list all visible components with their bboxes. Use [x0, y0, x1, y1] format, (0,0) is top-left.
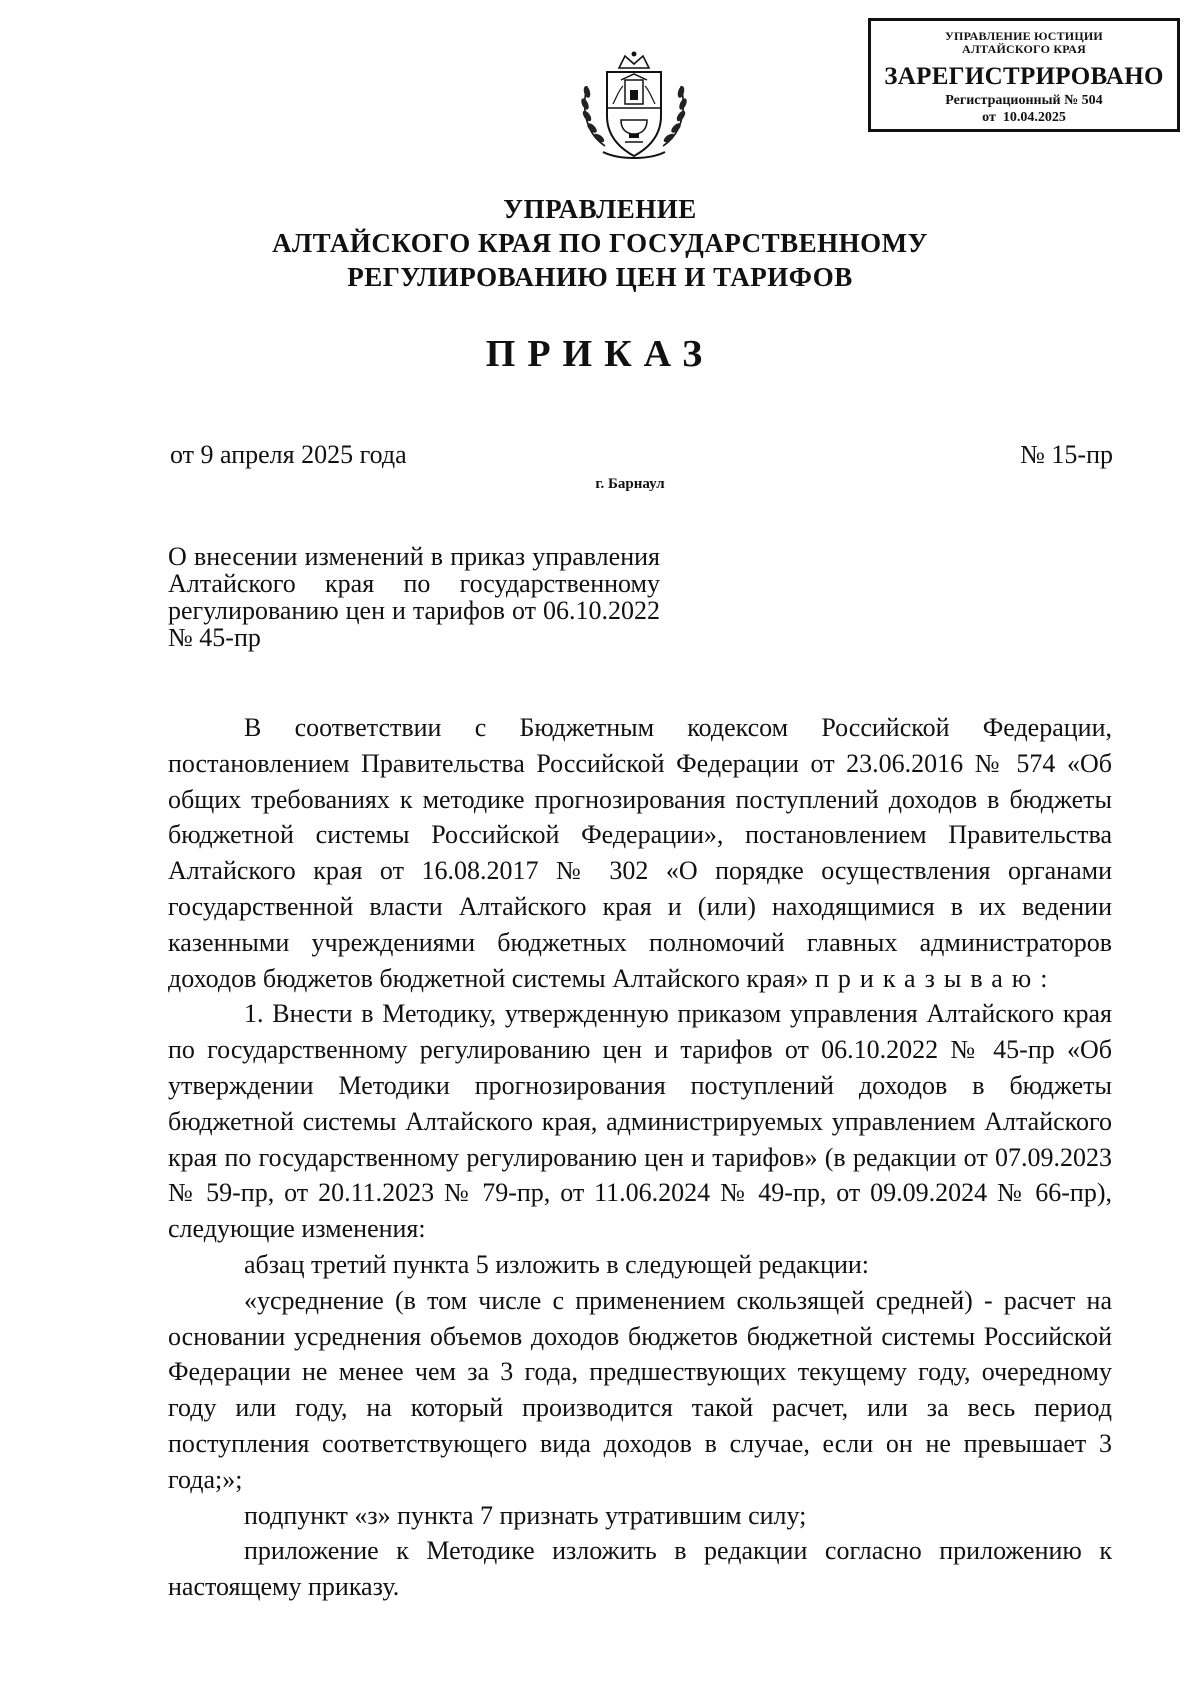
header-line-1: УПРАВЛЕНИЕ: [503, 194, 697, 224]
body-paragraph-2: 1. Внести в Методику, утвержденную приказом управления Алтайского края по государственному регулированию цен и тарифов от 06.10.2022 № 45-пр «Об утверждении Методики прогнозирования поступлений доходов в бюджеты бюджетной системы Алтайского края, администрируемых управлением Алтайского края по государственному регулированию цен и тарифов» (в редакции от 07.09.2023 № 59-пр, от 20.11.2023 № 79-пр, от 11.06.2024 № 49-пр, от 09.09.2024 № 66-пр), следующие изменения:: [168, 999, 1112, 1244]
body-paragraph-5: подпункт «з» пункта 7 признать утратившим силу;: [244, 1500, 807, 1530]
body-paragraph-3: абзац третий пункта 5 изложить в следующей редакции:: [244, 1249, 870, 1279]
document-title: ПРИКАЗ: [485, 333, 715, 375]
document-date: от 9 апреля 2025 года: [170, 440, 407, 469]
registration-stamp: [868, 18, 1180, 132]
document-subject: О внесении изменений в приказ управления Алтайского края по государственному регулированию цен и тарифов от 06.10.2022 № 45-пр: [168, 542, 660, 652]
document-number: № 15-пр: [1020, 440, 1113, 469]
body-paragraph-1-text: В соответствии с Бюджетным кодексом Российской Федерации, постановлением Правительства Российской Федерации от 23.06.2016 № 574 «Об общих требованиях к методике прогнозирования поступлений доходов в бюджеты бюджетной системы Российской Федерации», постановлением Правительства Алтайского края от 16.08.2017 № 302 «О порядке осуществления органами государственной власти Алтайского края и (или) находящимися в их ведении казенными учреждениями бюджетных полномочий главных администраторов доходов бюджетов бюджетной системы Алтайского края»: [168, 713, 1112, 993]
stamp-authority-line1: УПРАВЛЕНИЕ ЮСТИЦИИ: [945, 29, 1103, 43]
stamp-status: ЗАРЕГИСТРИРОВАНО: [884, 63, 1164, 90]
header-line-3: РЕГУЛИРОВАНИЮ ЦЕН И ТАРИФОВ: [347, 262, 853, 292]
body-paragraph-1: [168, 710, 1112, 996]
document-body: [168, 710, 1112, 1605]
document-city: г. Барнаул: [595, 476, 665, 492]
order-word: приказываю:: [814, 963, 1057, 993]
header-line-2: АЛТАЙСКОГО КРАЯ ПО ГОСУДАРСТВЕННОМУ: [272, 228, 928, 258]
coat-of-arms-icon: [575, 46, 693, 168]
body-paragraph-6: приложение к Методике изложить в редакции согласно приложению к настоящему приказу.: [168, 1536, 1112, 1602]
stamp-reg-number: Регистрационный № 504: [945, 93, 1103, 108]
stamp-authority-line2: АЛТАЙСКОГО КРАЯ: [962, 42, 1086, 56]
stamp-reg-date: от 10.04.2025: [982, 110, 1066, 125]
body-paragraph-4: «усреднение (в том числе с применением скользящей средней) - расчет на основании усреднения объемов доходов бюджетов бюджетной системы Российской Федерации не менее чем за 3 года, предшествующих текущему году, очередному году или году, на который производится такой расчет, или за весь период поступления соответствующего вида доходов в случае, если он не превышает 3 года;»;: [168, 1285, 1112, 1494]
issuing-authority-header: [200, 192, 1000, 294]
